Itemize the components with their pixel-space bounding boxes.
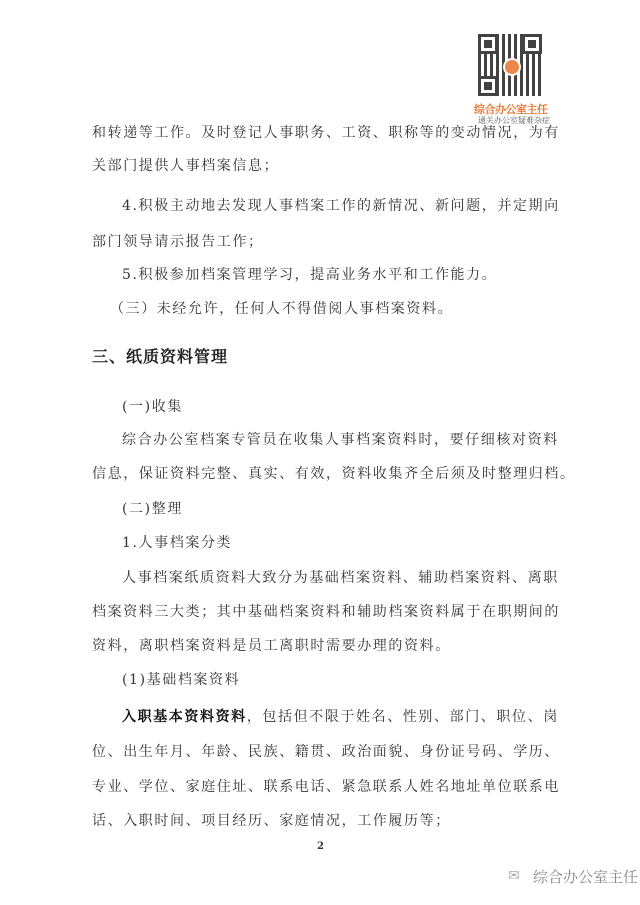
list-item: 4.积极主动地去发现人事档案工作的新情况、新问题，并定期向 <box>122 198 560 214</box>
paragraph-line: 专业、学位、家庭住址、联系电话、紧急联系人姓名地址单位联系电 <box>92 779 560 795</box>
subheading: (二)整理 <box>122 501 183 517</box>
paragraph-line: （三）未经允许，任何人不得借阅人事档案资料。 <box>110 301 454 317</box>
wechat-icon: ✉ <box>508 868 520 884</box>
paragraph-line: 人事档案纸质资料大致分为基础档案资料、辅助档案资料、离职 <box>122 570 559 586</box>
subheading: (1)基础档案资料 <box>122 672 241 688</box>
qr-finder <box>478 76 498 96</box>
paragraph-text: ，包括但不限于姓名、性别、部门、职位、岗 <box>246 709 559 725</box>
list-item: 5.积极参加档案管理学习，提高业务水平和工作能力。 <box>122 267 498 283</box>
paragraph-line: 部门领导请示报告工作； <box>92 234 264 250</box>
qr-finder <box>478 34 498 54</box>
paragraph-line <box>122 707 559 727</box>
paragraph-line: 和转递等工作。及时登记人事职务、工资、职称等的变动情况，为有 <box>92 125 560 141</box>
qr-finder <box>522 34 542 54</box>
qr-logo-icon <box>503 58 521 76</box>
qr-brand: 综合办公室主任 <box>474 103 548 116</box>
paragraph-line: 资料，离职档案资料是员工离职时需要办理的资料。 <box>92 638 451 654</box>
watermark: 综合办公室主任 <box>533 868 639 886</box>
subheading: 1.人事档案分类 <box>122 535 233 551</box>
paragraph-line: 话、入职时间、项目经历、家庭情况，工作履历等； <box>92 813 451 829</box>
paragraph-line: 位、出生年月、年龄、民族、籍贯、政治面貌、身份证号码、学历、 <box>92 744 560 760</box>
subheading: (一)收集 <box>122 399 183 415</box>
paragraph-line: 关部门提供人事档案信息； <box>92 158 280 174</box>
qr-slogan: 通关办公室疑难杂症 <box>478 116 550 125</box>
qr-code <box>478 34 542 96</box>
paragraph-line: 信息，保证资料完整、真实、有效，资料收集齐全后须及时整理归档。 <box>92 466 576 482</box>
page-number: 2 <box>317 841 324 852</box>
section-heading: 三、纸质资料管理 <box>92 347 229 366</box>
paragraph-line: 综合办公室档案专管员在收集人事档案资料时，要仔细核对资料 <box>122 432 559 448</box>
paragraph-line: 档案资料三大类；其中基础档案资料和辅助档案资料属于在职期间的 <box>92 604 560 620</box>
bold-term: 入职基本资料资料 <box>122 709 247 725</box>
